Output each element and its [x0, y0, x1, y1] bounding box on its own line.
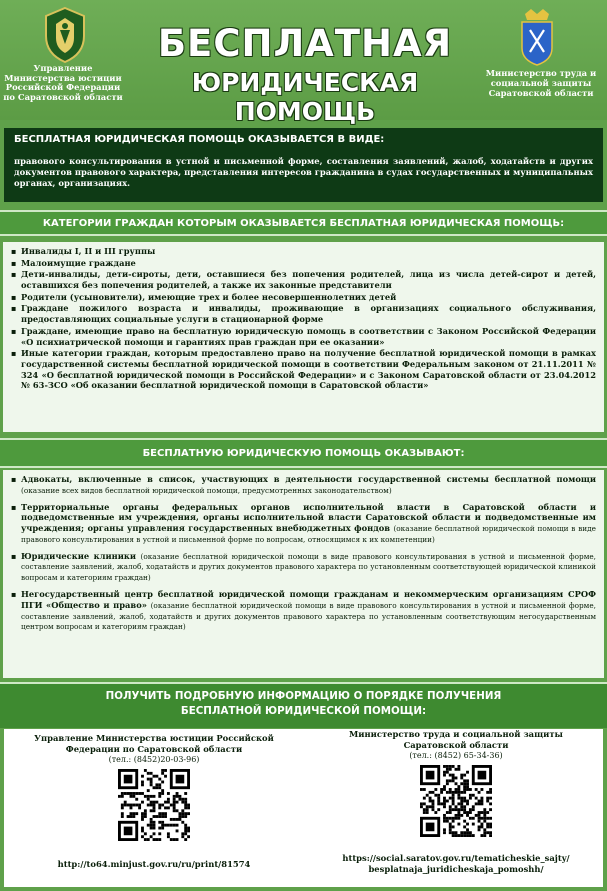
qr-code-left-icon[interactable]	[118, 769, 190, 841]
info-heading-line2: БЕСПЛАТНОЙ ЮРИДИЧЕСКОЙ ПОМОЩИ:	[180, 704, 427, 717]
saratov-coat-of-arms-icon	[519, 8, 555, 66]
qr-code-right-icon[interactable]	[420, 765, 492, 837]
provider-note: (оказание бесплатной юридической помощи в виде правового консультирования в устной и письменной форме, составление заявлений, жалоб, ходатайств и других документов правового характера по установленным соответствующей юридической клиникой вопросам и категориям граждан)	[21, 551, 597, 583]
list-item: ▪ Иные категории граждан, которым предоставлено право на получение бесплатной юридической помощи в рамках государственной системы бесплатной юридической помощи в соответствии Федеральным законом от 21.11.2011 № 324 «О бесплатной юридической помощи в Российской Федерации» и с Законом Саратовской области от 23.04.2012 № 63-ЗСО «Об оказании бесплатной юридической помощи в Саратовской области»	[11, 348, 596, 391]
provider-note: (оказание бесплатной юридической помощи в виде правового консультирования в устной и письменной форме по вопросам, относящимся к их компетенции)	[21, 524, 596, 544]
providers-list	[3, 470, 604, 678]
intro-heading: БЕСПЛАТНАЯ ЮРИДИЧЕСКАЯ ПОМОЩЬ ОКАЗЫВАЕТСЯ В ВИДЕ:	[14, 134, 385, 145]
org-left-name: Управление Министерства юстиции Российской Федерации по Саратовской области	[3, 63, 123, 102]
list-item: ▪ Дети-инвалиды, дети-сироты, дети, оставшиеся без попечения родителей, лица из числа детей-сирот и детей, оставшихся без попечения родителей, а также их законные представители	[11, 269, 596, 290]
provider-main: Адвокаты, включенные в список, участвующих в деятельности государственной системы бесплатной помощи	[21, 474, 596, 484]
contact-left-org: Управление Министерства юстиции Российской Федерации по Саратовской области	[34, 733, 274, 754]
contact-right-url[interactable]	[326, 853, 586, 875]
provider-note: (оказание бесплатной юридической помощи в виде правового консультирования в устной и письменной форме, составление заявлений, жалоб, ходатайств и других документов правового характера по установленным соответствующим негосударственным центром вопросам и категориям граждан)	[21, 600, 596, 632]
page-title-line2: ЮРИДИЧЕСКАЯ ПОМОЩЬ	[191, 68, 419, 126]
org-right-name: Министерство труда и социальной защиты Саратовской области	[485, 68, 597, 99]
contact-right-org: Министерство труда и социальной защиты Саратовской области	[349, 729, 563, 750]
list-item: ▪ Малоимущие граждане	[11, 258, 596, 269]
list-item	[11, 589, 596, 632]
header	[0, 0, 607, 126]
ministry-of-justice-emblem-icon	[40, 6, 90, 64]
page-title-line1: БЕСПЛАТНАЯ	[157, 22, 453, 65]
contact-right-url-line1[interactable]: https://social.saratov.gov.ru/tematicheskie_sajty/	[342, 853, 570, 863]
providers-heading: БЕСПЛАТНУЮ ЮРИДИЧЕСКУЮ ПОМОЩЬ ОКАЗЫВАЮТ:	[0, 438, 607, 468]
list-item: ▪ Родители (усыновители), имеющие трех и более несовершеннолетних детей	[11, 292, 596, 303]
intro-box	[4, 128, 603, 202]
contacts-section	[4, 729, 603, 887]
provider-note: (оказание всех видов бесплатной юридической помощи, предусмотренных законодательством)	[21, 485, 392, 495]
categories-heading: КАТЕГОРИИ ГРАЖДАН КОТОРЫМ ОКАЗЫВАЕТСЯ БЕСПЛАТНАЯ ЮРИДИЧЕСКАЯ ПОМОЩЬ:	[0, 210, 607, 236]
provider-main: Негосударственный центр бесплатной юридической помощи гражданам и некоммерческим организациям СРОФ ПГИ «Общество и право»	[21, 589, 596, 610]
provider-main: Юридические клиники	[21, 550, 136, 561]
categories-list	[3, 242, 604, 432]
info-heading-line1: ПОЛУЧИТЬ ПОДРОБНУЮ ИНФОРМАЦИЮ О ПОРЯДКЕ ПОЛУЧЕНИЯ	[105, 690, 502, 702]
contact-left-phone: (тел.: (8452)20-03-96)	[108, 754, 200, 764]
list-item: ▪ Граждане пожилого возраста и инвалиды, проживающие в организациях социального обслуживания, предоставляющих социальные услуги в стационарной форме	[11, 303, 596, 324]
list-item	[11, 551, 596, 583]
contact-right-phone: (тел.: (8452) 65-34-36)	[409, 750, 503, 760]
list-item	[11, 502, 596, 545]
contact-right-url-line2[interactable]: besplatnaja_juridicheskaja_pomoshh/	[368, 863, 544, 874]
provider-main: Территориальные органы федеральных органов исполнительной власти в Саратовской области и подведомственные им учреждения, органы исполнительной власти Саратовской области и подведомственные им учреждения; органы управления государственных внебюджетных фондов	[21, 501, 596, 534]
intro-text: правового консультирования в устной и письменной форме, составления заявлений, жалоб, ходатайств и других документов правового характера, представления интересов гражданина в судах государственных и муниципальных органах, организациях.	[14, 156, 593, 188]
list-item: ▪ Граждане, имеющие право на бесплатную юридическую помощь в соответствии с Законом Российской Федерации «О психиатрической помощи и гарантиях прав граждан при ее оказании»	[11, 326, 596, 347]
list-item	[11, 474, 596, 496]
info-heading	[0, 682, 607, 728]
contact-left-url[interactable]: http://to64.minjust.gov.ru/ru/print/81574	[57, 859, 251, 869]
contact-right	[326, 729, 586, 837]
list-item: ▪ Инвалиды I, II и III группы	[11, 246, 596, 257]
contact-left	[24, 729, 284, 841]
